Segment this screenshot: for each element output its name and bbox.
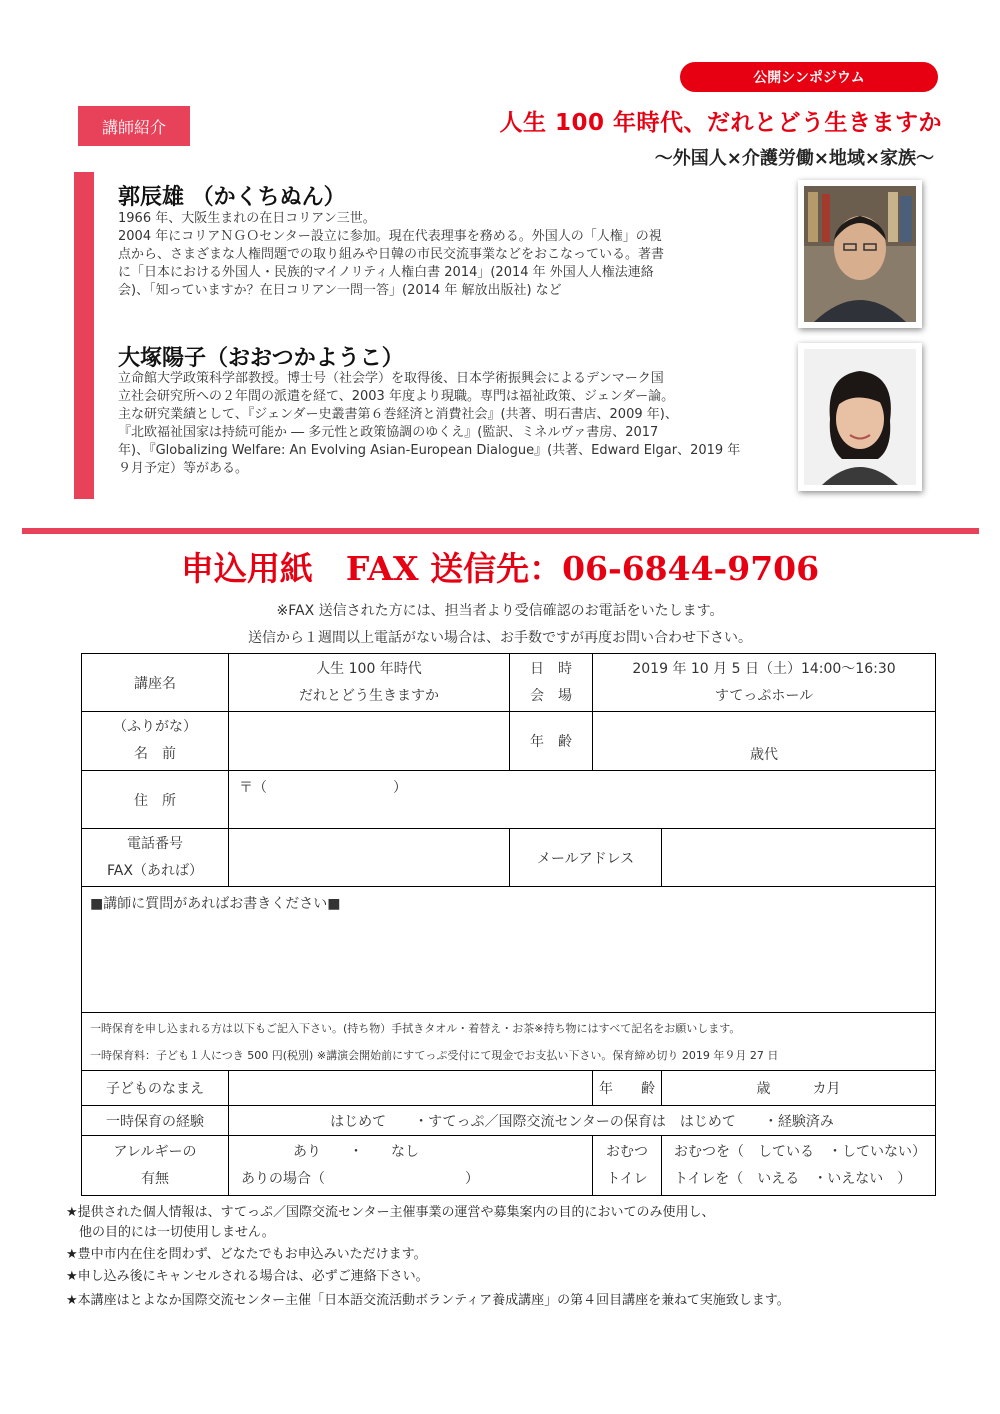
diaper-label: おむつ トイレ bbox=[593, 1136, 662, 1196]
age-field[interactable] bbox=[593, 712, 936, 771]
name-field[interactable] bbox=[229, 712, 510, 771]
speaker-1-photo bbox=[798, 180, 922, 328]
table-row bbox=[82, 887, 936, 1013]
experience-options[interactable]: はじめて ・すてっぷ／国際交流センターの保育は はじめて ・経験済み bbox=[229, 1106, 936, 1136]
allergy-options[interactable]: あり ・ なし ありの場合（ ） bbox=[229, 1136, 593, 1196]
speaker-2-bio: 立命館大学政策科学部教授。博士号（社会学）を取得後、日本学術振興会によるデンマーク国 立社会研究所への２年間の派遣を経て、2003 年度より現職。専門は福祉政策、ジェンダー論。 主な研究業績として、『ジェンダー史叢書第６巻経済と消費社会』(共著、明石書店、2009 年)、 『北欧福祉国家は持続可能か ― 多元性と政策協調のゆくえ』(監訳、ミネルヴァ書房、2017 年)、『Globalizing Welfare: An Evolving Asian-European Dialogue』(共著、Edward Elgar、2019 年 ９月予定）等がある。 bbox=[118, 371, 741, 476]
event-title: 人生 100 年時代、だれとどう生きますか bbox=[499, 110, 942, 136]
application-form-table bbox=[81, 653, 936, 1196]
table-row bbox=[82, 1106, 936, 1136]
event-subtitle: ～外国人×介護労働×地域×家族～ bbox=[654, 148, 934, 169]
phone-fax-field[interactable] bbox=[229, 829, 510, 887]
table-row bbox=[82, 654, 936, 712]
table-row bbox=[82, 829, 936, 887]
speaker-2-photo bbox=[798, 343, 922, 491]
table-row bbox=[82, 1013, 936, 1071]
table-row bbox=[82, 1071, 936, 1106]
child-name-label: 子どものなまえ bbox=[82, 1071, 229, 1106]
address-field[interactable] bbox=[229, 771, 936, 829]
footer-note-1b: 他の目的には一切使用しません。 bbox=[66, 1225, 275, 1240]
child-age-label: 年 齢 bbox=[593, 1071, 662, 1106]
child-name-field[interactable] bbox=[229, 1071, 593, 1106]
footer-note-1: ★提供された個人情報は、すてっぷ／国際交流センター主催事業の運営や募集案内の目的においてのみ使用し、 bbox=[66, 1205, 715, 1220]
question-label: ■講師に質問があればお書きください■ bbox=[90, 896, 341, 912]
question-field[interactable] bbox=[82, 887, 936, 1013]
footer-note-4: ★本講座はとよなか国際交流センター主催「日本語交流活動ボランティア養成講座」の第４回目講座を兼ねて実施致します。 bbox=[66, 1293, 790, 1308]
name-label: （ふりがな） 名 前 bbox=[82, 712, 229, 771]
section-divider bbox=[22, 528, 979, 534]
speaker-1-bio: 1966 年、大阪生まれの在日コリアン三世。 2004 年にコリアＮＧＯセンター設立に参加。現在代表理事を務める。外国人の「人権」の視 点から、さまざまな人権問題での取り組みや日韓の市民交流事業などをおこなっている。著書 に「日本における外国人・民族的マイノリティ人権白書 2014」(2014 年 外国人人権法連絡 会)、「知っていますか？在日コリアン一問一答」(2014 年 解放出版社) など bbox=[118, 211, 665, 298]
speaker-section-bar bbox=[74, 172, 94, 499]
fax-note-2: 送信から１週間以上電話がない場合は、お手数ですが再度お問い合わせ下さい。 bbox=[248, 630, 752, 646]
diaper-options[interactable]: おむつを（ している ・していない） トイレを（ いえる ・いえない ） bbox=[662, 1136, 936, 1196]
form-title: 申込用紙 FAX 送信先：06-6844-9706 bbox=[180, 549, 820, 588]
age-label: 年 齢 bbox=[510, 712, 593, 771]
date-venue-label: 日 時 会 場 bbox=[510, 654, 593, 712]
table-row bbox=[82, 771, 936, 829]
date-venue-value: 2019 年 10 月 5 日（土）14:00～16:30 すてっぷホール bbox=[593, 654, 936, 712]
course-value: 人生 100 年時代 だれとどう生きますか bbox=[229, 654, 510, 712]
fax-note-1: ※FAX 送信された方には、担当者より受信確認のお電話をいたします。 bbox=[276, 603, 724, 619]
child-age-field[interactable]: 歳 カ月 bbox=[662, 1071, 936, 1106]
phone-fax-label: 電話番号 FAX（あれば） bbox=[82, 829, 229, 887]
postal-code-prefix: 〒（ ） bbox=[239, 780, 407, 796]
allergy-label: アレルギーの 有無 bbox=[82, 1136, 229, 1196]
table-row bbox=[82, 712, 936, 771]
email-field[interactable] bbox=[662, 829, 936, 887]
address-label: 住 所 bbox=[82, 771, 229, 829]
footer-note-3: ★申し込み後にキャンセルされる場合は、必ずご連絡下さい。 bbox=[66, 1269, 429, 1284]
symposium-badge: 公開シンポジウム bbox=[680, 62, 938, 92]
childcare-notes: 一時保育を申し込まれる方は以下もご記入下さい。(持ち物）手拭きタオル・着替え・お茶※持ち物にはすべて記名をお願いします。 一時保育料：子ども１人につき 500 円(税別) ※講演会開始前にすてっぷ受付にて現金でお支払い下さい。保育締め切り 2019 年９月 27 日 bbox=[82, 1013, 936, 1071]
experience-label: 一時保育の経験 bbox=[82, 1106, 229, 1136]
speaker-2-name: 大塚陽子（おおつかようこ） bbox=[118, 346, 404, 371]
footer-note-2: ★豊中市内在住を問わず、どなたでもお申込みいただけます。 bbox=[66, 1247, 427, 1262]
course-label: 講座名 bbox=[82, 654, 229, 712]
age-unit: 歳代 bbox=[750, 747, 778, 763]
speaker-intro-tag: 講師紹介 bbox=[78, 106, 190, 146]
email-label: メールアドレス bbox=[510, 829, 662, 887]
table-row bbox=[82, 1136, 936, 1196]
speaker-1-name: 郭辰雄 （かくちぬん） bbox=[118, 185, 346, 210]
